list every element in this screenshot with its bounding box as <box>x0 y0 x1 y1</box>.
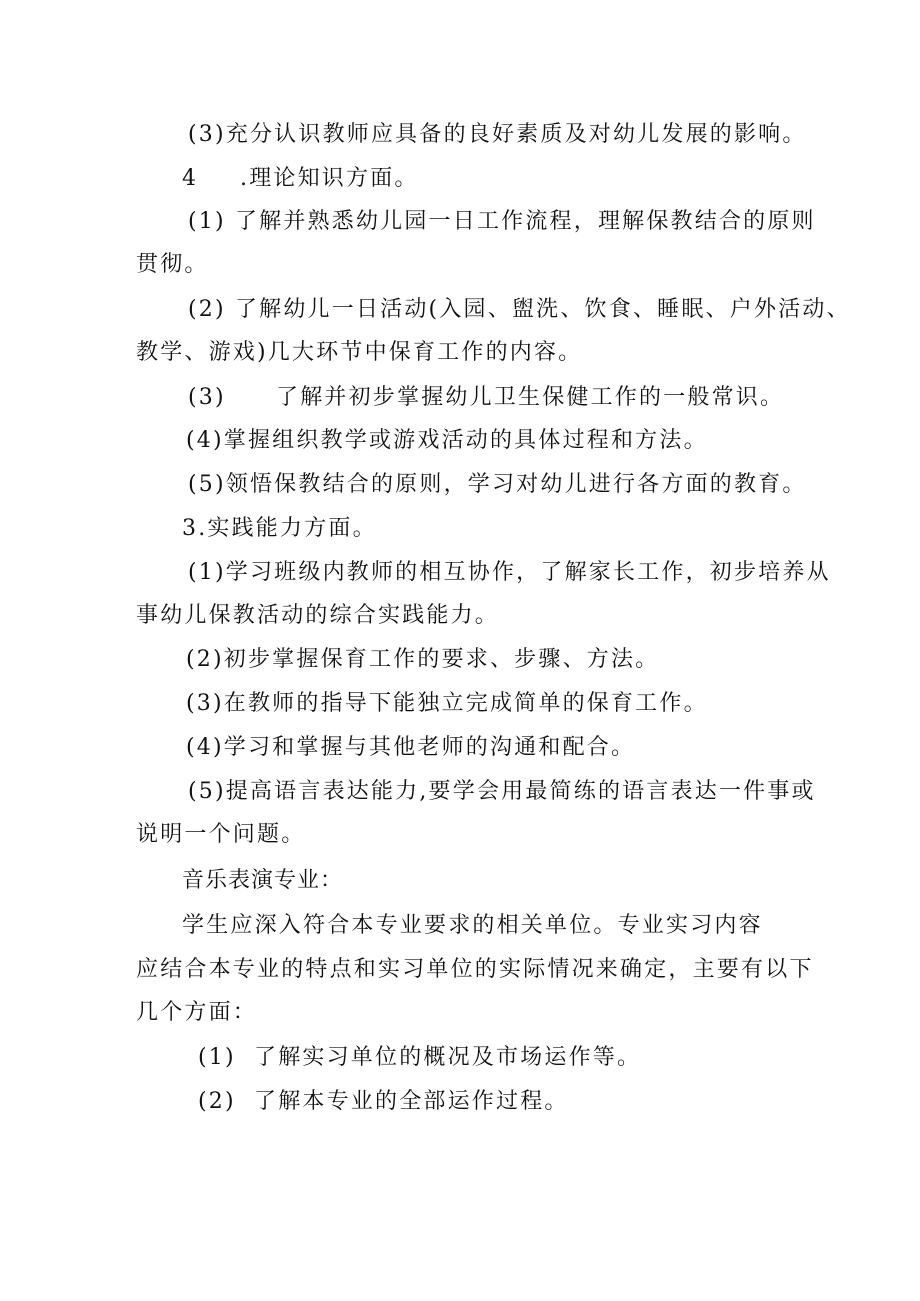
paragraph-line: 了解本专业的全部运作过程。 <box>254 1089 569 1114</box>
paragraph-line: (2)初步掌握保育工作的要求、步骤、方法。 <box>186 647 660 672</box>
list-number: (3) <box>188 385 226 410</box>
paragraph-line: 教学、游戏)几大环节中保育工作的内容。 <box>136 340 583 365</box>
list-number: (1) <box>198 1045 236 1070</box>
paragraph-line: (1)学习班级内教师的相互协作，了解家长工作，初步培养从 <box>188 560 831 585</box>
paragraph-line: (4)掌握组织教学或游戏活动的具体过程和方法。 <box>186 428 708 453</box>
paragraph-line: (5)领悟保教结合的原则，学习对幼儿进行各方面的教育。 <box>188 472 807 497</box>
paragraph-line: (3)在教师的指导下能独立完成简单的保育工作。 <box>186 691 708 716</box>
major-heading: 音乐表演专业： <box>182 868 344 893</box>
paragraph-line: 了解并初步掌握幼儿卫生保健工作的一般常识。 <box>276 385 785 410</box>
paragraph-line: (1) 了解并熟悉幼儿园一日工作流程，理解保教结合的原则 <box>188 209 816 234</box>
section-heading: 3.实践能力方面。 <box>182 516 377 541</box>
paragraph-line: 学生应深入符合本专业要求的相关单位。专业实习内容 <box>182 913 763 938</box>
paragraph-line: 了解实习单位的概况及市场运作等。 <box>254 1045 642 1070</box>
section-number: 4 <box>182 166 199 191</box>
paragraph-line: 应结合本专业的特点和实习单位的实际情况来确定，主要有以下 <box>136 957 814 982</box>
paragraph-line: (3)充分认识教师应具备的良好素质及对幼儿发展的影响。 <box>188 122 807 147</box>
paragraph-line: 几个方面： <box>136 1000 258 1025</box>
paragraph-line: 事幼儿保教活动的综合实践能力。 <box>136 603 500 628</box>
list-number: (2) <box>198 1089 236 1114</box>
paragraph-line: (2) 了解幼儿一日活动(入园、盥洗、饮食、睡眠、户外活动、 <box>188 297 851 322</box>
paragraph-line: (4)学习和掌握与其他老师的沟通和配合。 <box>186 735 636 760</box>
section-heading: .理论知识方面。 <box>240 166 419 191</box>
paragraph-line: (5)提高语言表达能力,要学会用最简练的语言表达一件事或 <box>188 779 816 804</box>
paragraph-line: 说明一个问题。 <box>136 822 306 847</box>
paragraph-line: 贯彻。 <box>136 252 209 277</box>
